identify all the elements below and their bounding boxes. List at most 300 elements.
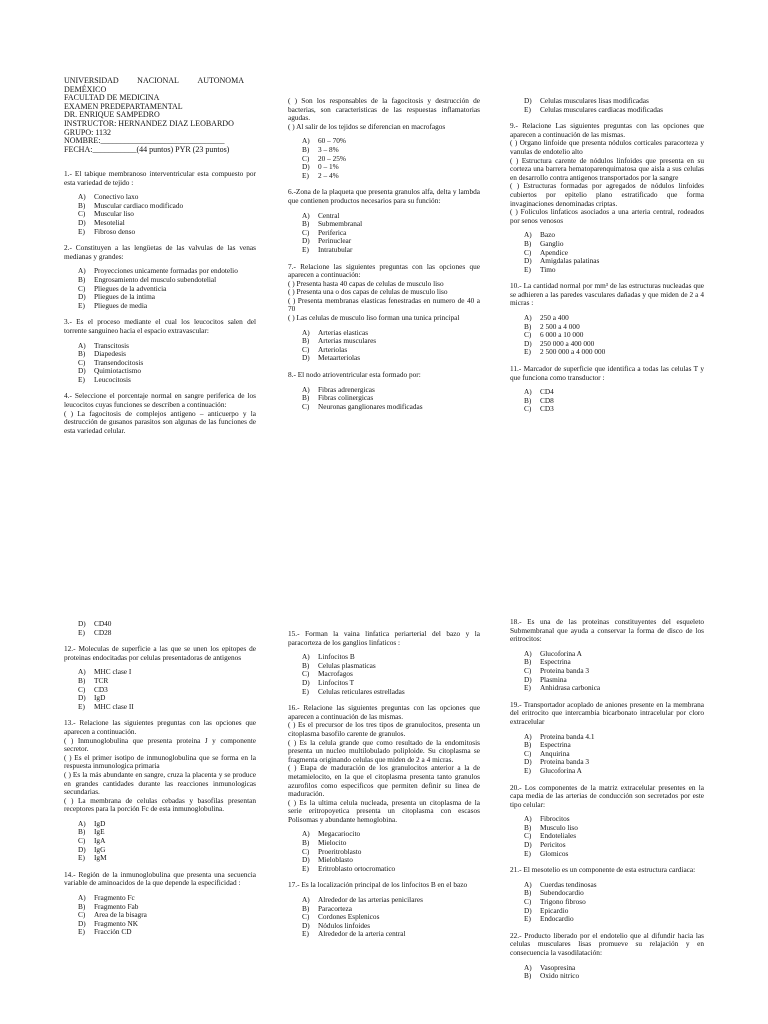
option-text: Glucoforina A — [540, 765, 582, 775]
option-letter: B) — [78, 349, 86, 359]
option-text: Fibras colinergicas — [318, 393, 374, 403]
option-letter: A) — [524, 731, 532, 741]
option-text: Fibroso denso — [94, 226, 136, 236]
question-text: 10.- La cantidad normal por mm³ de las estructuras nucleadas que se adhieren a las paredes vasculares dañadas y que miden de 2 a 4 micras : — [510, 281, 704, 308]
option-letter: B) — [524, 321, 532, 331]
option-text: Area de la bisagra — [94, 910, 147, 920]
question-text: ( ) Son los responsables de la fagocitosis y destrucción de bacterias, son caracteristicas de las respuestas inflamatorias agudas. — [288, 96, 480, 123]
option-letter: C) — [524, 897, 532, 907]
option-text: Celulas musculares lisas modificadas — [540, 96, 649, 105]
matching-statement: ( ) Es el primer isotipo de inmunoglobulina que se forma en la respuesta inmunologica primaria — [64, 752, 256, 771]
option-letter: C) — [524, 404, 532, 414]
option-text: Submembranal — [318, 219, 363, 229]
header-word: AUTONOMA — [197, 76, 244, 85]
option-text: Metaarteriolas — [318, 353, 361, 363]
option-text: 2 500 a 4 000 — [540, 321, 580, 331]
option-letter: D) — [524, 840, 532, 850]
question-text: 15.- Forman la vaina linfatica periarterial del bazo y la paracorteza de los ganglios linfaticos : — [288, 629, 480, 647]
option-letter: B) — [78, 827, 86, 837]
option-text: Plasmina — [540, 674, 567, 684]
option-text: Intratubular — [318, 244, 353, 254]
question-block — [64, 244, 256, 310]
option-text: 250 000 a 400 000 — [540, 338, 595, 348]
matching-statement: ( ) Al salir de los tejidos se diferencian en macrofagos — [288, 121, 446, 131]
option-letter: D) — [302, 677, 310, 687]
matching-statement: ( ) Inmunoglobulina que presenta proteina J y componente secretor. — [64, 735, 256, 754]
option-letter: C) — [302, 912, 310, 922]
option-letter: C) — [302, 227, 310, 237]
question-text: 9.- Relacione Las siguientes preguntas con las opciones que aparecen a continuación de las mismas. — [510, 121, 704, 139]
option-letter: B) — [302, 903, 310, 913]
option-text: Espectrina — [540, 740, 571, 750]
option-text: Transcitosis — [94, 340, 130, 350]
option-letter: B) — [524, 740, 532, 750]
option-text: IgM — [94, 853, 107, 863]
answer-option — [302, 172, 480, 181]
question-block — [510, 97, 704, 114]
option-letter: D) — [78, 844, 86, 854]
option-letter: B) — [302, 838, 310, 848]
matching-statement: ( ) Estructura carente de nódulos linfoides que presenta en su corteza una barrera hematoparenquimatosa que aisla a sus celulas en desarrollo contra antigenos transportados por la sangre — [510, 155, 704, 182]
option-text: Oxido nitrico — [540, 971, 580, 981]
option-text: Proteina banda 3 — [540, 757, 590, 767]
option-text: Cuerdas tendinosas — [540, 879, 597, 889]
option-letter: A) — [524, 230, 532, 240]
option-letter: A) — [302, 327, 310, 337]
option-letter: C) — [302, 153, 310, 163]
option-text: Megacariocito — [318, 829, 361, 839]
option-letter: C) — [524, 247, 532, 257]
option-letter: B) — [524, 888, 532, 898]
option-text: Cordones Esplenicos — [318, 912, 380, 922]
question-text: 13.- Relacione las siguientes preguntas con las opciones que aparecen a continuación. — [64, 718, 256, 736]
option-text: TCR — [94, 675, 109, 685]
option-letter: B) — [78, 675, 86, 685]
option-text: Trigono fibroso — [540, 897, 586, 907]
option-letter: D) — [302, 353, 310, 363]
option-letter: D) — [524, 96, 532, 105]
question-text: 22.- Producto liberado por el endotelio que al difundir hacia las celulas musculares lisas promueve su relajación y en consecuencia la vasodilatación: — [510, 930, 704, 957]
option-letter: E) — [78, 853, 85, 863]
answer-option — [524, 348, 704, 357]
option-text: Proyecciones unicamente formadas por endotelio — [94, 266, 238, 276]
option-letter: E) — [78, 374, 85, 384]
option-letter: D) — [78, 292, 86, 302]
option-text: Ganglio — [540, 238, 564, 248]
option-text: Neuronas ganglionares modificadas — [318, 401, 423, 411]
option-letter: A) — [78, 818, 86, 828]
option-letter: B) — [524, 395, 532, 405]
option-text: 2 500 000 a 4 000 000 — [540, 347, 606, 357]
option-letter: A) — [78, 340, 86, 350]
option-text: Mielocito — [318, 838, 347, 848]
matching-statement: ( ) Es la más abundante en sangre, cruza la placenta y se produce en grandes cantidades durante las reacciones inmunologicas secundarias. — [64, 769, 256, 797]
option-text: Perinuclear — [318, 236, 352, 246]
option-text: Arterias elasticas — [318, 327, 369, 337]
answer-option — [524, 106, 704, 115]
question-block — [510, 784, 704, 859]
option-letter: B) — [78, 901, 86, 911]
answer-option — [524, 767, 704, 776]
option-text: Celulas plasmaticas — [318, 660, 376, 670]
header-country: DEMÉXICO — [64, 84, 107, 94]
option-text: Linfocitos T — [318, 677, 355, 687]
option-letter: A) — [524, 648, 532, 658]
answer-option — [78, 854, 256, 863]
option-text: Paracorteza — [318, 903, 353, 913]
option-letter: B) — [524, 971, 532, 981]
option-text: Endoteliales — [540, 831, 577, 841]
option-letter: B) — [78, 274, 86, 284]
option-letter: A) — [302, 210, 310, 220]
option-text: Fibrocitos — [540, 814, 570, 824]
option-text: Bazo — [540, 230, 555, 240]
option-letter: E) — [302, 929, 309, 939]
option-text: Pliegues de la intima — [94, 292, 155, 302]
answer-option — [78, 703, 256, 712]
option-text: Quimiotactismo — [94, 366, 142, 376]
matching-statement: ( ) Es la celula grande que como resultado de la endomitosis presenta un nucleo multilobulado poliploide. Su citoplasma se fragmenta originando celulas que miden de 2 a 4 micras. — [288, 737, 480, 764]
bottom-column-3 — [510, 618, 704, 981]
question-block — [64, 318, 256, 384]
answer-option — [78, 928, 256, 937]
option-text: Celulas musculares cardiacas modificadas — [540, 104, 663, 114]
question-block — [510, 701, 704, 776]
top-column-1 — [64, 170, 256, 435]
option-text: Fracción CD — [94, 927, 132, 937]
option-text: CD3 — [94, 684, 108, 694]
option-text: Eritroblasto ortocromatico — [318, 863, 396, 873]
matching-statement: ( ) Etapa de maduración de los granulocitos anterior a la de metamielocito, en la que el citoplasma presenta tanto granulos azurofilos como especificos que permiten definir su linea de maduración. — [288, 763, 480, 799]
matching-statement: ( ) La fagocitosis de complejos antigeno – anticuerpo y la destrucción de gusanos parasitos son algunas de las funciones de esta variedad celular. — [64, 408, 256, 435]
option-text: Proteina banda 4.1 — [540, 731, 595, 741]
option-letter: D) — [524, 256, 532, 266]
option-letter: B) — [524, 238, 532, 248]
option-text: Anquirina — [540, 748, 570, 758]
answer-option — [524, 850, 704, 859]
question-block — [510, 932, 704, 981]
option-letter: A) — [524, 313, 532, 323]
option-text: Fragmento Fab — [94, 901, 139, 911]
option-text: Proteina banda 3 — [540, 665, 590, 675]
option-text: Alrededor de la arteria central — [318, 929, 406, 939]
option-letter: A) — [302, 136, 310, 146]
option-letter: A) — [302, 895, 310, 905]
option-text: 60 – 70% — [318, 136, 346, 146]
option-text: IgE — [94, 827, 105, 837]
option-letter: A) — [78, 667, 86, 677]
option-letter: D) — [78, 693, 86, 703]
option-letter: E) — [302, 863, 309, 873]
option-text: Arteriolas — [318, 344, 348, 354]
option-letter: C) — [302, 846, 310, 856]
option-text: Arterias musculares — [318, 336, 377, 346]
answer-option — [302, 246, 480, 255]
option-letter: C) — [302, 401, 310, 411]
option-text: Conectivo laxo — [94, 192, 139, 202]
option-letter: B) — [524, 657, 532, 667]
option-text: Glucoforina A — [540, 648, 582, 658]
option-letter: B) — [524, 822, 532, 832]
matching-statement: ( ) Estructuras formadas por agregados de nódulos linfoides cubiertos por epitelio plano estratificado que forma invaginaciones denominadas criptas. — [510, 181, 704, 208]
option-letter: D) — [78, 366, 86, 376]
matching-statement: ( ) Presenta membranas elasticas fenestradas en numero de 40 a 70 — [288, 295, 480, 314]
question-text: 21.- El mesotelio es un componente de esta estructura cardiaca: — [510, 865, 696, 875]
matching-statement: ( ) Foliculos linfaticos asociados a una arteria central, rodeados por senos venosos — [510, 207, 704, 225]
option-letter: A) — [524, 962, 532, 972]
option-letter: E) — [524, 848, 531, 858]
question-block — [64, 170, 256, 236]
option-letter: E) — [302, 686, 309, 696]
option-letter: D) — [524, 905, 532, 915]
question-block — [288, 704, 480, 873]
option-text: Glomicos — [540, 848, 569, 858]
question-block — [64, 719, 256, 863]
option-letter: A) — [302, 652, 310, 662]
question-block — [288, 97, 480, 180]
question-text: 3.- Es el proceso mediante el cual los leucocitos salen del torrente sanguineo hacia el espacio extravascular: — [64, 317, 256, 335]
header-faculty: FACULTAD DE MEDICINA — [64, 93, 160, 103]
option-text: Nódulos linfoides — [318, 920, 371, 930]
option-text: IgG — [94, 844, 106, 854]
option-letter: A) — [78, 893, 86, 903]
matching-statement: ( ) Es el precursor de los tres tipos de granulocitos, presenta un citoplasma basofilo carente de granulos. — [288, 720, 480, 738]
option-letter: C) — [524, 665, 532, 675]
option-text: Amigdalas palatinas — [540, 256, 600, 266]
option-letter: A) — [78, 266, 86, 276]
answer-option — [302, 865, 480, 874]
question-text: 11.- Marcador de superficie que identifica a todas las celulas T y que funciona como transductor : — [510, 364, 704, 382]
option-letter: C) — [78, 283, 86, 293]
option-text: Linfocitos B — [318, 652, 355, 662]
option-text: Fragmento NK — [94, 918, 138, 928]
matching-statement: ( ) Presenta una o dos capas de celulas de musculo liso — [288, 287, 448, 297]
answer-option — [524, 972, 704, 981]
option-letter: D) — [78, 217, 86, 227]
question-block — [510, 866, 704, 924]
option-text: Epicardio — [540, 905, 569, 915]
option-text: Muscular liso — [94, 209, 134, 219]
option-letter: A) — [302, 829, 310, 839]
option-text: Transendocitosis — [94, 357, 144, 367]
option-letter: B) — [302, 336, 310, 346]
answer-option — [78, 629, 256, 638]
option-text: IgD — [94, 693, 106, 703]
bottom-column-2 — [288, 630, 480, 939]
option-letter: C) — [78, 357, 86, 367]
header-exam-type: EXAMEN PREDEPARTAMENTAL — [64, 101, 183, 111]
option-letter: E) — [302, 170, 309, 180]
option-text: Pliegues de media — [94, 300, 148, 310]
question-block — [288, 630, 480, 696]
option-letter: E) — [78, 701, 85, 711]
header-name-field: NOMBRE:_______________________________ — [64, 136, 225, 146]
option-text: Pericitos — [540, 840, 566, 850]
option-letter: D) — [302, 920, 310, 930]
option-text: Subendocardio — [540, 888, 584, 898]
header-instructor: INSTRUCTOR: HERNANDEZ DIAZ LEOBARDO — [64, 118, 234, 128]
question-text: 8.- El nodo atrioventricular esta formado por: — [288, 370, 421, 380]
option-letter: B) — [302, 660, 310, 670]
option-letter: D) — [524, 338, 532, 348]
question-block — [288, 188, 480, 254]
option-text: Celulas reticulares estrelladas — [318, 686, 405, 696]
question-text: 19.- Transportador acoplado de aniones presente en la membrana del eritrocito que intercambia bicarbonato intracelular por cloro extracelular — [510, 699, 704, 726]
option-text: Apendice — [540, 247, 568, 257]
top-column-3 — [510, 97, 704, 414]
option-letter: C) — [524, 748, 532, 758]
option-text: 2 – 4% — [318, 170, 339, 180]
question-block — [64, 645, 256, 711]
option-letter: D) — [302, 855, 310, 865]
question-text: 20.- Los componentes de la matriz extracelular presentes en la capa media de las arterias de conducción son secretados por este tipo celular: — [510, 782, 704, 809]
option-text: Central — [318, 210, 340, 220]
option-letter: E) — [302, 244, 309, 254]
option-letter: A) — [78, 192, 86, 202]
option-text: 250 a 400 — [540, 313, 569, 323]
option-text: MHC clase I — [94, 667, 132, 677]
answer-option — [78, 302, 256, 311]
option-text: Leucocitosis — [94, 374, 131, 384]
option-text: IgA — [94, 836, 106, 846]
header-word: NACIONAL — [137, 76, 179, 85]
matching-statement: ( ) Es la ultima celula nucleada, presenta un citoplasma de la serie eritropoyetica presenta un citoplasma con escasos Polisomas y abundante hemoglobina. — [288, 797, 480, 824]
option-text: Endocardio — [540, 914, 574, 924]
header-doctor: DR. ENRIQUE SAMPEDRO — [64, 110, 160, 120]
option-letter: B) — [302, 393, 310, 403]
option-text: Pliegues de la adventicia — [94, 283, 167, 293]
option-letter: B) — [302, 144, 310, 154]
option-text: CD3 — [540, 404, 554, 414]
option-letter: E) — [78, 300, 85, 310]
option-text: Espectrina — [540, 657, 571, 667]
question-text: 7.- Relacione las siguientes preguntas con las opciones que aparecen a continuación: — [288, 261, 480, 280]
exam-header — [64, 77, 244, 154]
option-text: Mieloblasto — [318, 855, 353, 865]
option-text: CD28 — [94, 627, 112, 637]
question-text: 16.- Relacione las siguientes preguntas con las opciones que aparecen a continuación de las mismas. — [288, 703, 480, 721]
option-letter: D) — [302, 162, 310, 172]
option-letter: E) — [524, 104, 531, 114]
answer-option — [302, 403, 480, 412]
question-text: 14.- Región de la inmunoglobulina que presenta una secuencia variable de aminoacidos de la que depende la especificidad : — [64, 869, 256, 888]
answer-option — [78, 376, 256, 385]
question-text: 18.- Es una de las proteinas constituyentes del esqueleto Submembranal que ayuda a conservar la forma de disco de los eritrocitos: — [510, 617, 704, 644]
header-date-points: FECHA:___________(44 puntos) PYR (23 puntos) — [64, 144, 230, 154]
answer-option — [302, 354, 480, 363]
question-block — [288, 371, 480, 411]
bottom-column-1 — [64, 620, 256, 937]
option-letter: D) — [78, 918, 86, 928]
option-text: Proeritroblasto — [318, 846, 362, 856]
answer-option — [302, 930, 480, 939]
option-text: 3 – 8% — [318, 144, 339, 154]
answer-option — [524, 684, 704, 693]
option-letter: D) — [524, 674, 532, 684]
option-letter: D) — [524, 757, 532, 767]
question-block — [64, 392, 256, 435]
option-letter: C) — [78, 684, 86, 694]
question-block — [288, 263, 480, 364]
option-text: Anhidrasa carbonica — [540, 683, 601, 693]
option-text: Diapedesis — [94, 349, 127, 359]
option-text: Musculo liso — [540, 822, 578, 832]
option-text: CD4 — [540, 387, 554, 397]
option-letter: D) — [78, 619, 86, 628]
option-text: Fragmento Fc — [94, 893, 135, 903]
question-text: 4.- Seleccione el porcentaje normal en sangre periferica de los leucocitos cuyas funciones se describen a continuación: — [64, 391, 256, 410]
question-block — [288, 881, 480, 939]
option-text: 20 – 25% — [318, 153, 346, 163]
option-text: 0 – 1% — [318, 162, 339, 172]
option-letter: C) — [78, 209, 86, 219]
option-text: Periferica — [318, 227, 347, 237]
question-block — [510, 282, 704, 357]
answer-option — [302, 688, 480, 697]
question-block — [510, 365, 704, 414]
option-text: Macrofagos — [318, 669, 353, 679]
option-letter: E) — [524, 914, 531, 924]
option-letter: C) — [78, 836, 86, 846]
question-block — [64, 871, 256, 937]
question-text: 1.- El tabique membranoso interventricular esta compuesto por esta variedad de tejido : — [64, 169, 256, 187]
matching-statement: ( ) La membrana de celulas cebadas y basofilas presentan receptores para la porción Fc de esta inmunoglobulina. — [64, 795, 256, 814]
question-text: 6.-Zona de la plaqueta que presenta granulos alfa, delta y lambda que contienen productos necesarios para su función: — [288, 187, 480, 205]
header-group: GRUPO: 1132 — [64, 127, 112, 137]
answer-option — [524, 405, 704, 414]
option-letter: A) — [302, 384, 310, 394]
option-letter: E) — [78, 226, 85, 236]
option-text: Alrededor de las arterias penicilares — [318, 895, 423, 905]
option-letter: E) — [78, 927, 85, 937]
option-letter: E) — [524, 765, 531, 775]
option-letter: C) — [78, 910, 86, 920]
answer-option — [78, 228, 256, 237]
question-block — [64, 620, 256, 637]
option-text: CD8 — [540, 395, 554, 405]
option-text: Vasopresina — [540, 962, 576, 972]
option-letter: C) — [524, 330, 532, 340]
option-letter: E) — [524, 347, 531, 357]
option-text: Fibras adrenergicas — [318, 384, 375, 394]
option-letter: E) — [78, 627, 85, 637]
question-text: 12.- Moleculas de superficie a las que se unen los epitopes de proteinas endocitadas por celulas presentadoras de antigenos — [64, 644, 256, 662]
matching-statement: ( ) Presenta hasta 40 capas de celulas de musculo liso — [288, 278, 444, 288]
question-text: 17.- Es la localización principal de los linfocitos B en el bazo — [288, 880, 468, 890]
header-word: UNIVERSIDAD — [64, 76, 119, 85]
matching-statement: ( ) Las celulas de musculo liso forman una tunica principal — [288, 313, 460, 323]
option-letter: C) — [302, 344, 310, 354]
question-text: 2.- Constituyen a las lengüetas de las valvulas de las venas medianas y grandes: — [64, 243, 256, 261]
top-column-2 — [288, 97, 480, 411]
option-text: IgD — [94, 818, 106, 828]
option-letter: D) — [302, 236, 310, 246]
option-letter: B) — [78, 200, 86, 210]
question-block — [510, 122, 704, 274]
question-block — [510, 618, 704, 693]
option-text: CD40 — [94, 619, 112, 628]
option-letter: E) — [524, 264, 531, 274]
answer-option — [524, 266, 704, 275]
matching-statement: ( ) Organo linfoide que presenta nódulos corticales paracorteza y vanulas de endotelio alto — [510, 138, 704, 156]
option-text: 6 000 a 10 000 — [540, 330, 584, 340]
option-letter: E) — [524, 683, 531, 693]
option-letter: C) — [524, 831, 532, 841]
option-text: Timo — [540, 264, 556, 274]
option-text: MHC clase II — [94, 701, 134, 711]
option-letter: A) — [524, 814, 532, 824]
option-letter: C) — [302, 669, 310, 679]
